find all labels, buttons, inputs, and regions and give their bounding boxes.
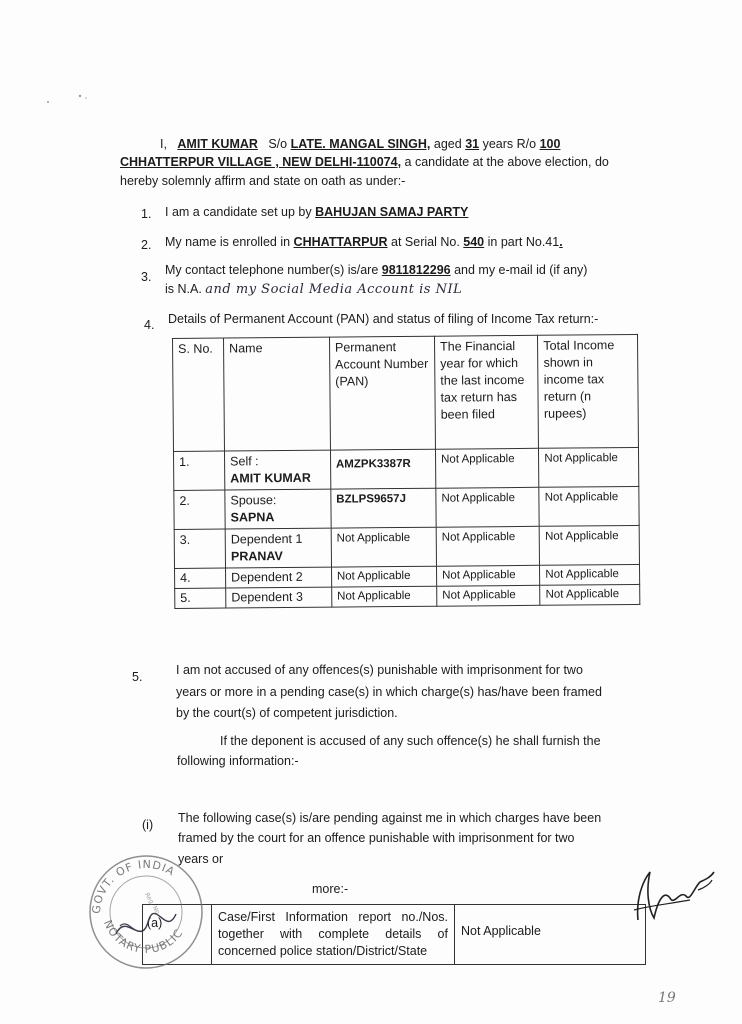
item-2-number: 2. [141,238,152,252]
row-income: Not Applicable [539,447,639,487]
part-number: in part No.41 [487,235,560,249]
party-name: BAHUJAN SAMAJ PARTY [315,205,469,219]
intro-line-1 [160,136,560,153]
row-income: Not Applicable [539,486,639,526]
item-1-text: I am a candidate set up by [165,205,312,219]
row-name: PRANAV [230,549,283,564]
email-text: and my e-mail id (if any) [450,263,588,277]
case-table [142,904,646,965]
sub-i-line-3: years or [178,852,224,866]
father-name: LATE. MANGAL SINGH, [290,137,431,151]
header-total-income: Total Income shown in income tax return (n rupees) [538,334,639,448]
table-row [175,584,640,608]
stamp-text-bottom: NOTARY PUBLIC [101,918,186,957]
row-sno: 2. [174,490,225,529]
serial-label: at Serial No. [391,235,460,249]
intro-line-2 [120,154,609,171]
age: 31 [465,137,480,151]
years-ro: years R/o [482,137,537,151]
row-income: Not Applicable [540,564,640,585]
item-2-dot: . [559,235,563,249]
row-sno: 5. [175,588,226,608]
svg-text:Reg. No.: Reg. No. [143,891,162,917]
svg-text:GOVT. OF INDIA [90,858,178,914]
handwritten-note: and my Social Media Account is NIL [205,282,463,297]
row-pan: BZLPS9657J [331,488,436,528]
row-sno: 1. [173,451,224,490]
intro-line-3: hereby solemnly affirm and state on oath as under:- [120,174,406,188]
case-label: (a) [143,905,212,965]
row-name-cell [225,528,331,568]
case-description: Case/First Information report no./Nos. together with complete details of concerned police station/District/State [212,905,455,965]
notary-stamp [86,852,206,972]
item-3-line-2 [165,281,462,298]
email-value: is N.A. [165,282,202,296]
pan-table-header [173,334,639,451]
aged-label: aged [433,137,462,151]
item-3-line-1 [165,262,587,279]
table-row [143,905,646,965]
case-value: Not Applicable [455,905,646,965]
row-name-label: Self : [230,454,259,469]
address-number: 100 [539,137,561,151]
item-5-line-4: If the deponent is accused of any such offence(s) he shall furnish the [220,734,601,748]
item-4-number: 4. [144,318,155,332]
signature [628,860,718,930]
address: CHHATTERPUR VILLAGE , NEW DELHI-110074, [120,155,402,169]
item-3-text: My contact telephone number(s) is/are [165,263,379,277]
row-year: Not Applicable [435,448,539,488]
row-year: Not Applicable [437,585,540,606]
table-row [173,447,638,490]
row-year: Not Applicable [436,487,540,527]
header-name: Name [224,337,331,451]
sub-i-number: (i) [142,818,154,832]
row-income: Not Applicable [539,525,639,565]
row-name-cell [225,450,331,490]
item-5-line-3: by the court(s) of competent jurisdiction. [176,706,398,720]
row-pan: Not Applicable [331,566,436,587]
stamp-text-top: GOVT. OF INDIA [89,857,178,915]
row-name-label: Spouse: [230,493,277,508]
row-name-label: Dependent 1 [230,531,303,547]
header-financial-year: The Financial year for which the last income tax return has been filed [435,335,539,449]
table-row [174,525,639,568]
row-name: AMIT KUMAR [230,470,311,486]
item-5-line-5: following information:- [177,754,299,768]
item-5-line-2: years or more in a pending case(s) in which charge(s) has/have been framed [176,685,602,699]
table-row [174,486,639,529]
header-pan: Permanent Account Number (PAN) [329,336,435,450]
intro-prefix: I, [160,137,167,151]
item-2-text: My name is enrolled in [165,235,291,249]
relation: S/o [268,137,288,151]
item-2 [165,234,563,251]
item-5-number: 5. [132,670,143,684]
row-pan: Not Applicable [331,527,436,567]
svg-text:NOTARY PUBLIC [101,918,186,956]
sub-i-line-1: The following case(s) is/are pending against me in which charges have been [178,811,602,825]
scan-speck [40,88,100,108]
deponent-name: AMIT KUMAR [177,137,258,151]
item-5-line-1: I am not accused of any offences(s) punishable with imprisonment for two [176,663,583,677]
row-sno: 4. [175,568,226,588]
item-3-number: 3. [141,270,152,284]
row-income: Not Applicable [540,584,640,605]
page-number: 19 [658,990,676,1006]
header-sno: S. No. [173,338,225,451]
serial-number: 540 [463,235,485,249]
row-year: Not Applicable [436,526,540,566]
row-name-label: Dependent 3 [226,587,332,608]
row-pan: Not Applicable [332,586,437,607]
row-name: SAPNA [230,510,275,525]
intro-line-2-rest: a candidate at the above election, do [401,155,609,169]
pan-table [172,334,640,609]
item-1-number: 1. [141,207,152,221]
sub-i-line-2: framed by the court for an offence punishable with imprisonment for two [178,831,575,845]
constituency: CHHATTARPUR [293,235,388,249]
row-name-cell [225,489,331,529]
phone-number: 9811812296 [381,263,451,277]
row-year: Not Applicable [437,565,540,586]
row-pan: AMZPK3387R [330,449,435,489]
row-sno: 3. [174,529,225,568]
item-1 [165,204,468,221]
item-4-text: Details of Permanent Account (PAN) and status of filing of Income Tax return:- [168,312,599,326]
row-name-label: Dependent 2 [226,567,332,588]
sub-i-line-4: more:- [312,882,349,896]
